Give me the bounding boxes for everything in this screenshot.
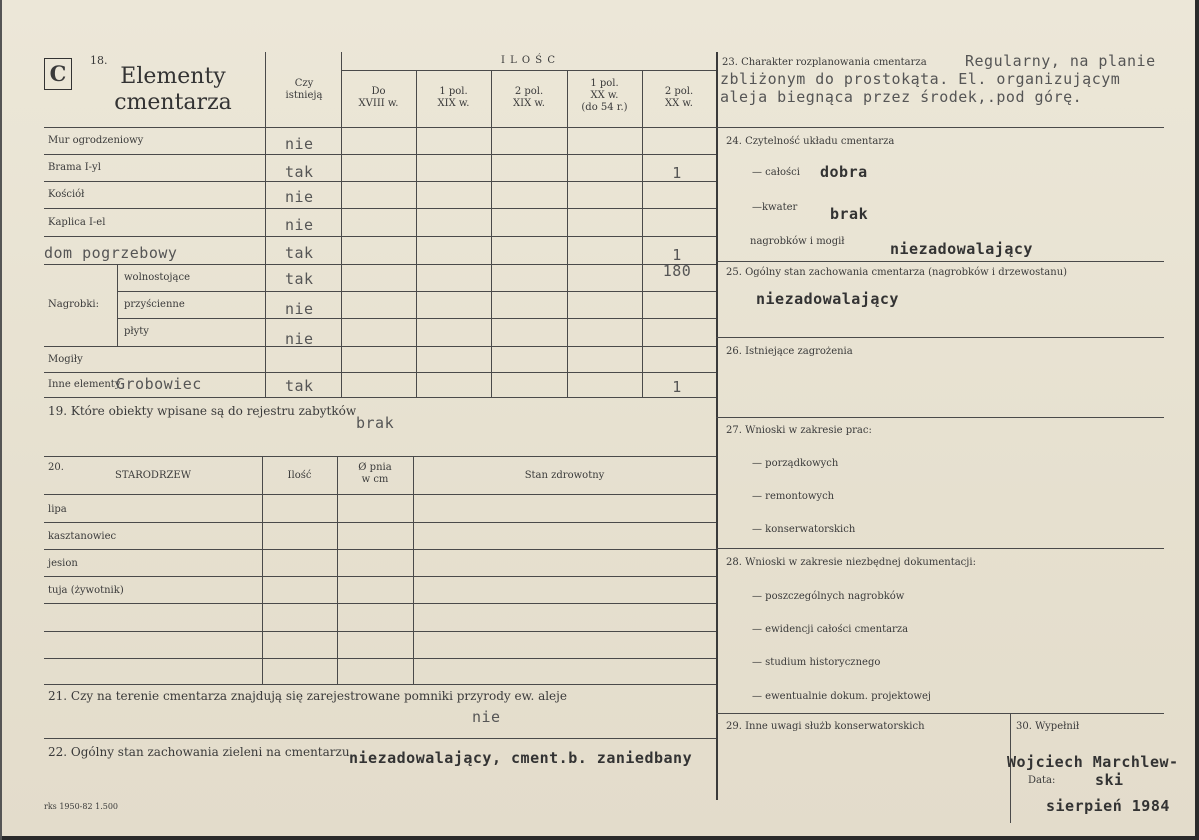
- grid-line: [416, 70, 417, 397]
- s22-value: niezadowalający, cment.b. zaniedbany: [349, 749, 693, 767]
- s20-header-ilosc: Ilość: [287, 470, 312, 481]
- grid-line: [44, 372, 716, 373]
- row-label: Brama I-yl: [48, 162, 101, 173]
- col-header-2pol-xx: 2 pol. XX w.: [664, 86, 694, 109]
- s27-item: — remontowych: [752, 491, 835, 502]
- s30-data-label: Data:: [1028, 775, 1056, 786]
- row-label: Inne elementy: [48, 379, 121, 390]
- grid-line: [44, 549, 716, 550]
- s24-calosci-value: dobra: [820, 163, 868, 181]
- inne-typed: Grobowiec: [116, 375, 202, 393]
- s26-label: 26. Istniejące zagrożenia: [726, 346, 853, 357]
- row-label: Kościół: [48, 189, 85, 200]
- s24-calosci-label: — całości: [752, 167, 800, 178]
- tree-label: jesion: [48, 558, 78, 569]
- grid-line: [44, 603, 716, 604]
- col-header-ilosc: I L O Ś C: [500, 55, 556, 66]
- scan-edge-left: [0, 0, 2, 840]
- s28-item: — ewentualnie dokum. projektowej: [752, 691, 932, 702]
- grid-line: [642, 70, 643, 397]
- form-code: rks 1950-82 1.500: [44, 802, 119, 811]
- row-label: Kaplica I-el: [48, 217, 106, 228]
- grid-line: [44, 738, 716, 739]
- col-header-1pol-xix: 1 pol. XIX w.: [437, 86, 470, 109]
- row-label-typed: dom pogrzebowy: [44, 244, 178, 262]
- tree-label: lipa: [48, 504, 67, 515]
- grid-line: [44, 264, 716, 265]
- nagrobki-label: Nagrobki:: [48, 299, 99, 310]
- center-divider: [716, 52, 718, 800]
- grid-line: [44, 208, 716, 209]
- s23-line3: aleja biegnąca przez środek,.pod górę.: [720, 88, 1083, 106]
- row-label: Mogiły: [48, 354, 83, 365]
- s23-label: 23. Charakter rozplanowania cmentarza: [722, 57, 927, 68]
- grid-line: [716, 548, 1164, 549]
- count-value: 1: [672, 164, 682, 182]
- row-label: płyty: [124, 326, 149, 337]
- scan-edge-bottom: [0, 836, 1199, 840]
- section-18-number: 18.: [90, 54, 108, 67]
- czy-value: nie: [285, 135, 314, 153]
- grid-line: [44, 397, 716, 398]
- s28-item: — studium historycznego: [752, 657, 881, 668]
- grid-line: [44, 236, 716, 237]
- s20-header-pnia: Ø pnia w cm: [358, 462, 392, 485]
- s19-label: 19. Które obiekty wpisane są do rejestru zabytków: [48, 404, 357, 418]
- page-title: [108, 64, 238, 116]
- grid-line: [44, 494, 716, 495]
- s27-label: 27. Wnioski w zakresie prac:: [726, 425, 872, 436]
- czy-value: nie: [285, 188, 314, 206]
- s20-header-name: STARODRZEW: [115, 470, 191, 481]
- s24-kwater-value: brak: [830, 205, 869, 223]
- count-value: 1: [672, 378, 682, 396]
- s25-value: niezadowalający: [756, 290, 899, 308]
- col-header-1pol-xx: 1 pol. XX w. (do 54 r.): [581, 78, 628, 113]
- col-header-do-xviii: Do XVIII w.: [358, 86, 399, 109]
- grid-line: [117, 291, 716, 292]
- count-value: 1: [672, 246, 682, 264]
- s29-label: 29. Inne uwagi służb konserwatorskich: [726, 721, 925, 732]
- grid-line: [44, 631, 716, 632]
- grid-line: [44, 522, 716, 523]
- s21-value: nie: [472, 708, 501, 726]
- czy-value: nie: [285, 300, 314, 318]
- col-header-czy: Czy istnieją: [285, 78, 323, 101]
- count-value: 180: [662, 262, 692, 280]
- grid-line: [491, 70, 492, 397]
- czy-value: tak: [285, 270, 314, 288]
- title-line-2: cmentarza: [114, 90, 232, 115]
- grid-line: [567, 70, 568, 397]
- czy-value: tak: [285, 163, 314, 181]
- grid-line: [262, 456, 263, 684]
- s27-item: — konserwatorskich: [752, 524, 856, 535]
- s19-value: brak: [356, 414, 395, 432]
- czy-value: nie: [285, 330, 314, 348]
- czy-value: tak: [285, 377, 314, 395]
- grid-line: [44, 658, 716, 659]
- s30-name-line2: ski: [1095, 771, 1124, 789]
- s24-nagrobkow-label: nagrobków i mogił: [750, 236, 845, 247]
- grid-line: [337, 456, 338, 684]
- s24-label: 24. Czytelność układu cmentarza: [726, 136, 895, 147]
- grid-line: [716, 713, 1164, 714]
- s28-item: — poszczególnych nagrobków: [752, 591, 905, 602]
- grid-line: [341, 70, 716, 71]
- s20-number: 20.: [48, 462, 64, 473]
- grid-line: [716, 337, 1164, 338]
- grid-line: [117, 318, 716, 319]
- s24-nagrobkow-value: niezadowalający: [890, 240, 1033, 258]
- section-letter-box: C: [44, 58, 72, 90]
- s30-label: 30. Wypełnił: [1016, 721, 1080, 732]
- tree-label: kasztanowiec: [48, 531, 117, 542]
- s22-label: 22. Ogólny stan zachowania zieleni na cmentarzu: [48, 745, 350, 759]
- grid-line: [44, 127, 716, 128]
- grid-line: [716, 261, 1164, 262]
- s27-item: — porządkowych: [752, 458, 839, 469]
- czy-value: tak: [285, 244, 314, 262]
- scan-edge-right: [1195, 0, 1199, 840]
- czy-value: nie: [285, 216, 314, 234]
- s30-date: sierpień 1984: [1046, 797, 1170, 815]
- s21-label: 21. Czy na terenie cmentarza znajdują się zarejestrowane pomniki przyrody ew. aleje: [48, 689, 567, 703]
- row-label: Mur ogrodzeniowy: [48, 135, 144, 146]
- title-line-1: Elementy: [120, 64, 226, 89]
- grid-line: [716, 127, 1164, 128]
- grid-line: [44, 346, 716, 347]
- grid-line: [44, 181, 716, 182]
- grid-line: [44, 456, 716, 457]
- grid-line: [44, 576, 716, 577]
- row-label: przyścienne: [124, 299, 185, 310]
- s23-line2: zbliżonym do prostokąta. El. organizującym: [720, 70, 1121, 88]
- grid-line: [716, 417, 1164, 418]
- grid-line: [44, 684, 716, 685]
- s28-label: 28. Wnioski w zakresie niezbędnej dokumentacji:: [726, 557, 976, 568]
- s20-header-stan: Stan zdrowotny: [524, 470, 605, 481]
- tree-label: tuja (żywotnik): [48, 585, 124, 596]
- s30-name-line1: Wojciech Marchlew-: [1007, 753, 1179, 771]
- grid-line: [44, 154, 716, 155]
- s28-item: — ewidencji całości cmentarza: [752, 624, 909, 635]
- row-label: wolnostojące: [124, 272, 190, 283]
- grid-line: [117, 264, 118, 346]
- s23-line1: Regularny, na planie: [965, 52, 1156, 70]
- col-header-2pol-xix: 2 pol. XIX w.: [513, 86, 545, 109]
- s24-kwater-label: —kwater: [752, 202, 798, 213]
- s25-label: 25. Ogólny stan zachowania cmentarza (nagrobków i drzewostanu): [726, 267, 1068, 278]
- grid-line: [413, 456, 414, 684]
